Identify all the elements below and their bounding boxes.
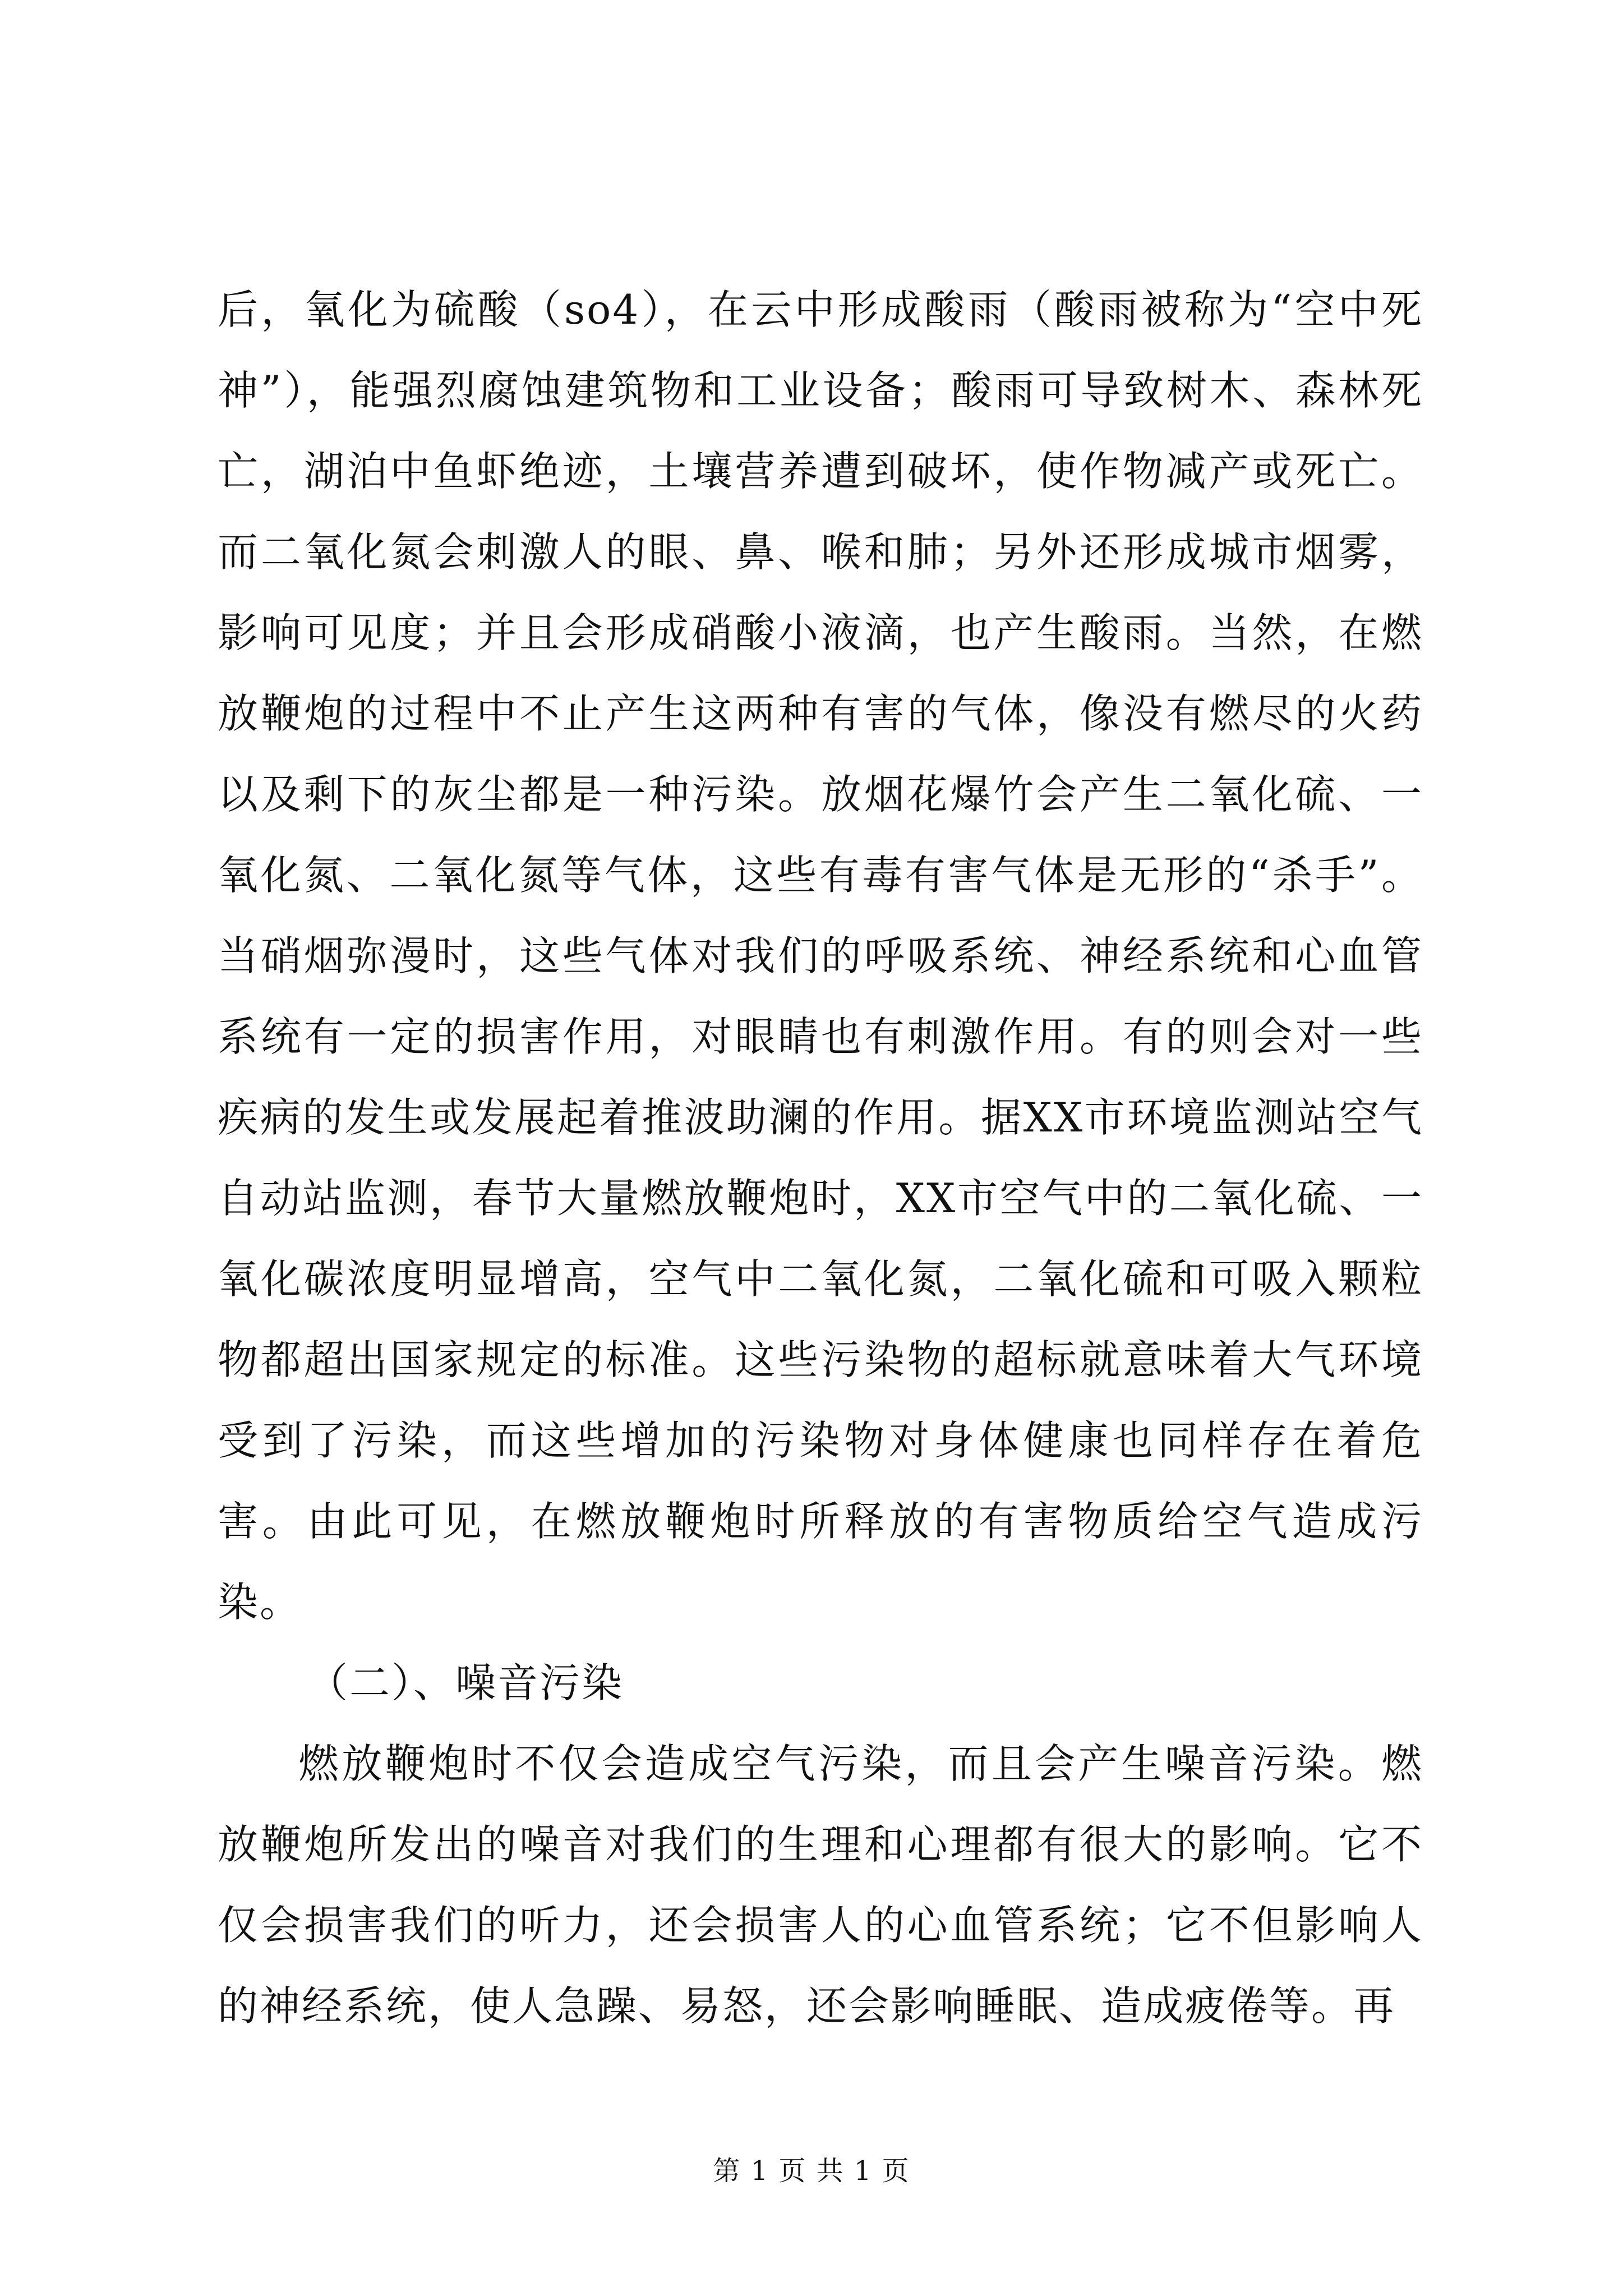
paragraph-noise-pollution: 燃放鞭炮时不仅会造成空气污染，而且会产生噪音污染。燃放鞭炮所发出的噪音对我们的生理和心理都有很大的影响。它不仅会损害我们的听力，还会损害人的心血管系统；它不但影响人的神经系统，使人急躁、易怒，还会影响睡眠、造成疲倦等。再 xyxy=(218,1740,1423,2030)
page-footer: 第 1 页 共 1 页 xyxy=(713,2155,910,2187)
body-text xyxy=(218,269,1423,2046)
section-heading-noise-pollution: （二）、噪音污染 xyxy=(307,1659,624,1706)
paragraph-air-pollution: 后，氧化为硫酸（so4），在云中形成酸雨（酸雨被称为“空中死神”），能强烈腐蚀建筑物和工业设备；酸雨可导致树木、森林死亡，湖泊中鱼虾绝迹，土壤营养遭到破坏，使作物减产或死亡。而二氧化氮会刺激人的眼、鼻、喉和肺；另外还形成城市烟雾，影响可见度；并且会形成硝酸小液滴，也产生酸雨。当然，在燃放鞭炮的过程中不止产生这两种有害的气体，像没有燃尽的火药以及剩下的灰尘都是一种污染。放烟花爆竹会产生二氧化硫、一氧化氮、二氧化氮等气体，这些有毒有害气体是无形的“杀手”。当硝烟弥漫时，这些气体对我们的呼吸系统、神经系统和心血管系统有一定的损害作用，对眼睛也有刺激作用。有的则会对一些疾病的发生或发展起着推波助澜的作用。据XX市环境监测站空气自动站监测，春节大量燃放鞭炮时，XX市空气中的二氧化硫、一氧化碳浓度明显增高，空气中二氧化氮，二氧化硫和可吸入颗粒物都超出国家规定的标准。这些污染物的超标就意味着大气环境受到了污染，而这些增加的污染物对身体健康也同样存在着危害。由此可见，在燃放鞭炮时所释放的有害物质给空气造成污染。 xyxy=(218,286,1423,1626)
